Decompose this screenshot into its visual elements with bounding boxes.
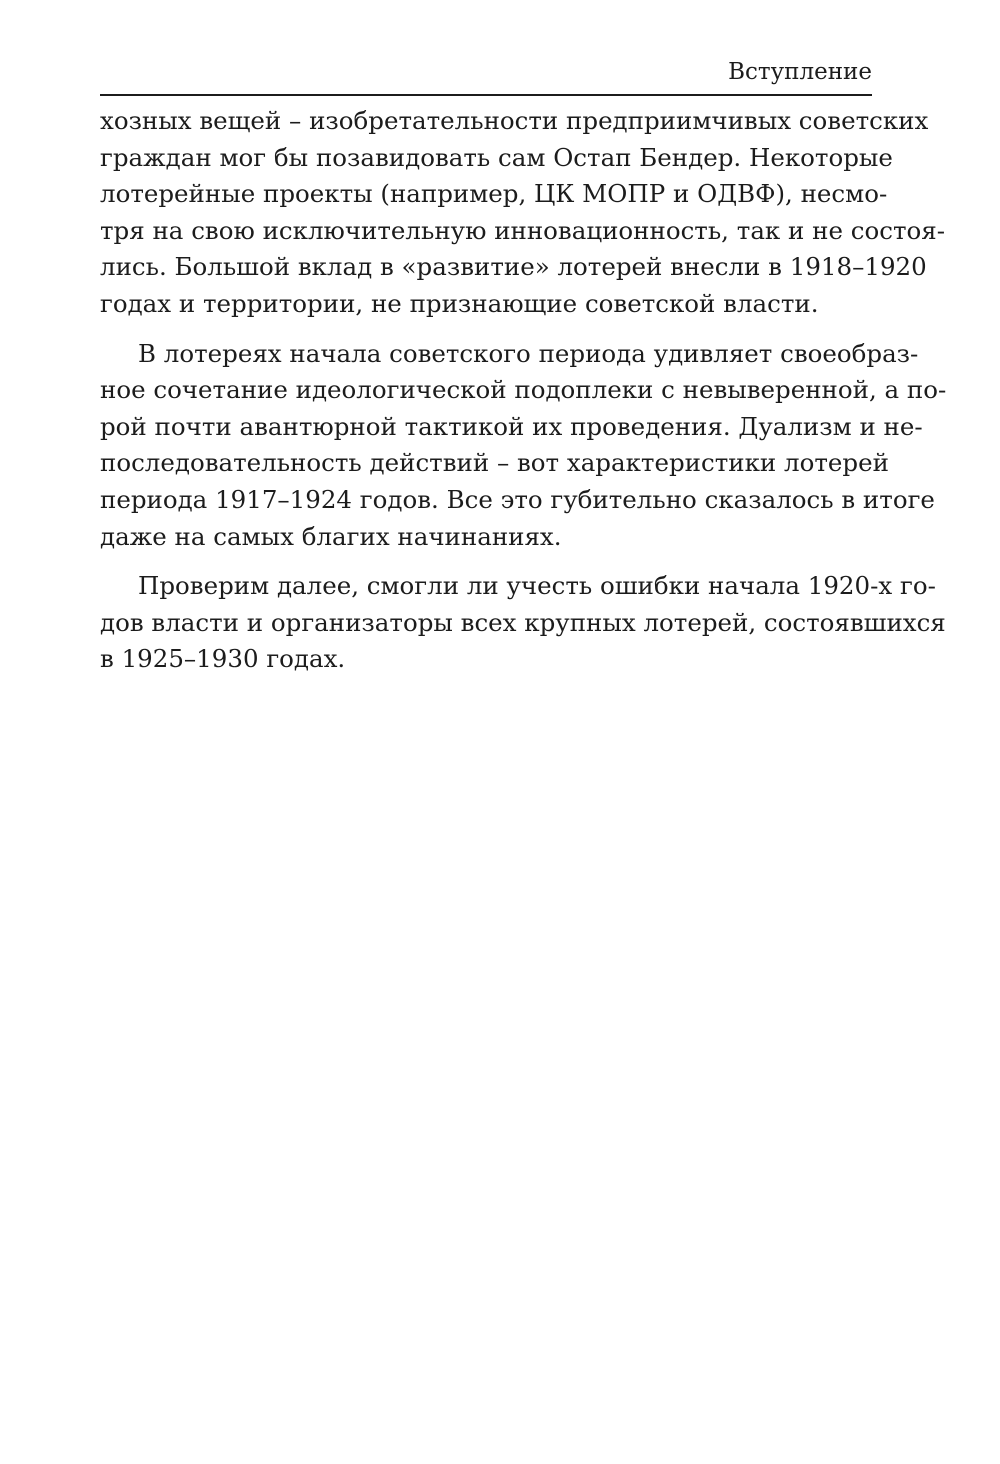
text-line: дов власти и организаторы всех крупных лотерей, состоявшихся xyxy=(100,607,946,637)
paragraph-spacer xyxy=(100,555,872,568)
text-line: в 1925–1930 годах. xyxy=(100,644,346,674)
text-line: периода 1917–1924 годов. Все это губительно сказалось в итоге xyxy=(100,484,935,514)
text-line: последовательность действий – вот характеристики лотерей xyxy=(100,448,889,478)
running-head xyxy=(100,56,872,96)
text-line: Проверим далее, смогли ли учесть ошибки начала 1920-х го- xyxy=(138,571,936,601)
text-line: В лотереях начала советского периода удивляет своеобраз- xyxy=(138,338,919,368)
paragraph-3 xyxy=(100,568,946,678)
text-line: рой почти авантюрной тактикой их проведения. Дуализм и не- xyxy=(100,411,923,441)
text-line: хозных вещей – изобретательности предприимчивых советских xyxy=(100,106,929,135)
text-line: тря на свою исключительную инновационность, так и не состоя- xyxy=(100,215,945,245)
text-line: лотерейные проекты (например, ЦК МОПР и ОДВФ), несмо- xyxy=(100,179,888,209)
text-line: даже на самых благих начинаниях. xyxy=(100,521,562,551)
paragraph-spacer xyxy=(100,323,872,336)
running-head-title: Вступление xyxy=(728,59,872,85)
text-line: лись. Большой вклад в «развитие» лотерей внесли в 1918–1920 xyxy=(100,252,927,282)
text-line: ное сочетание идеологической подоплеки с невыверенной, а по- xyxy=(100,375,947,405)
paragraph-1 xyxy=(100,103,945,323)
text-line: годах и территории, не признающие советской власти. xyxy=(100,288,819,318)
paragraph-2 xyxy=(100,336,947,556)
body-text xyxy=(100,103,947,678)
text-line: граждан мог бы позавидовать сам Остап Бендер. Некоторые xyxy=(100,142,893,172)
